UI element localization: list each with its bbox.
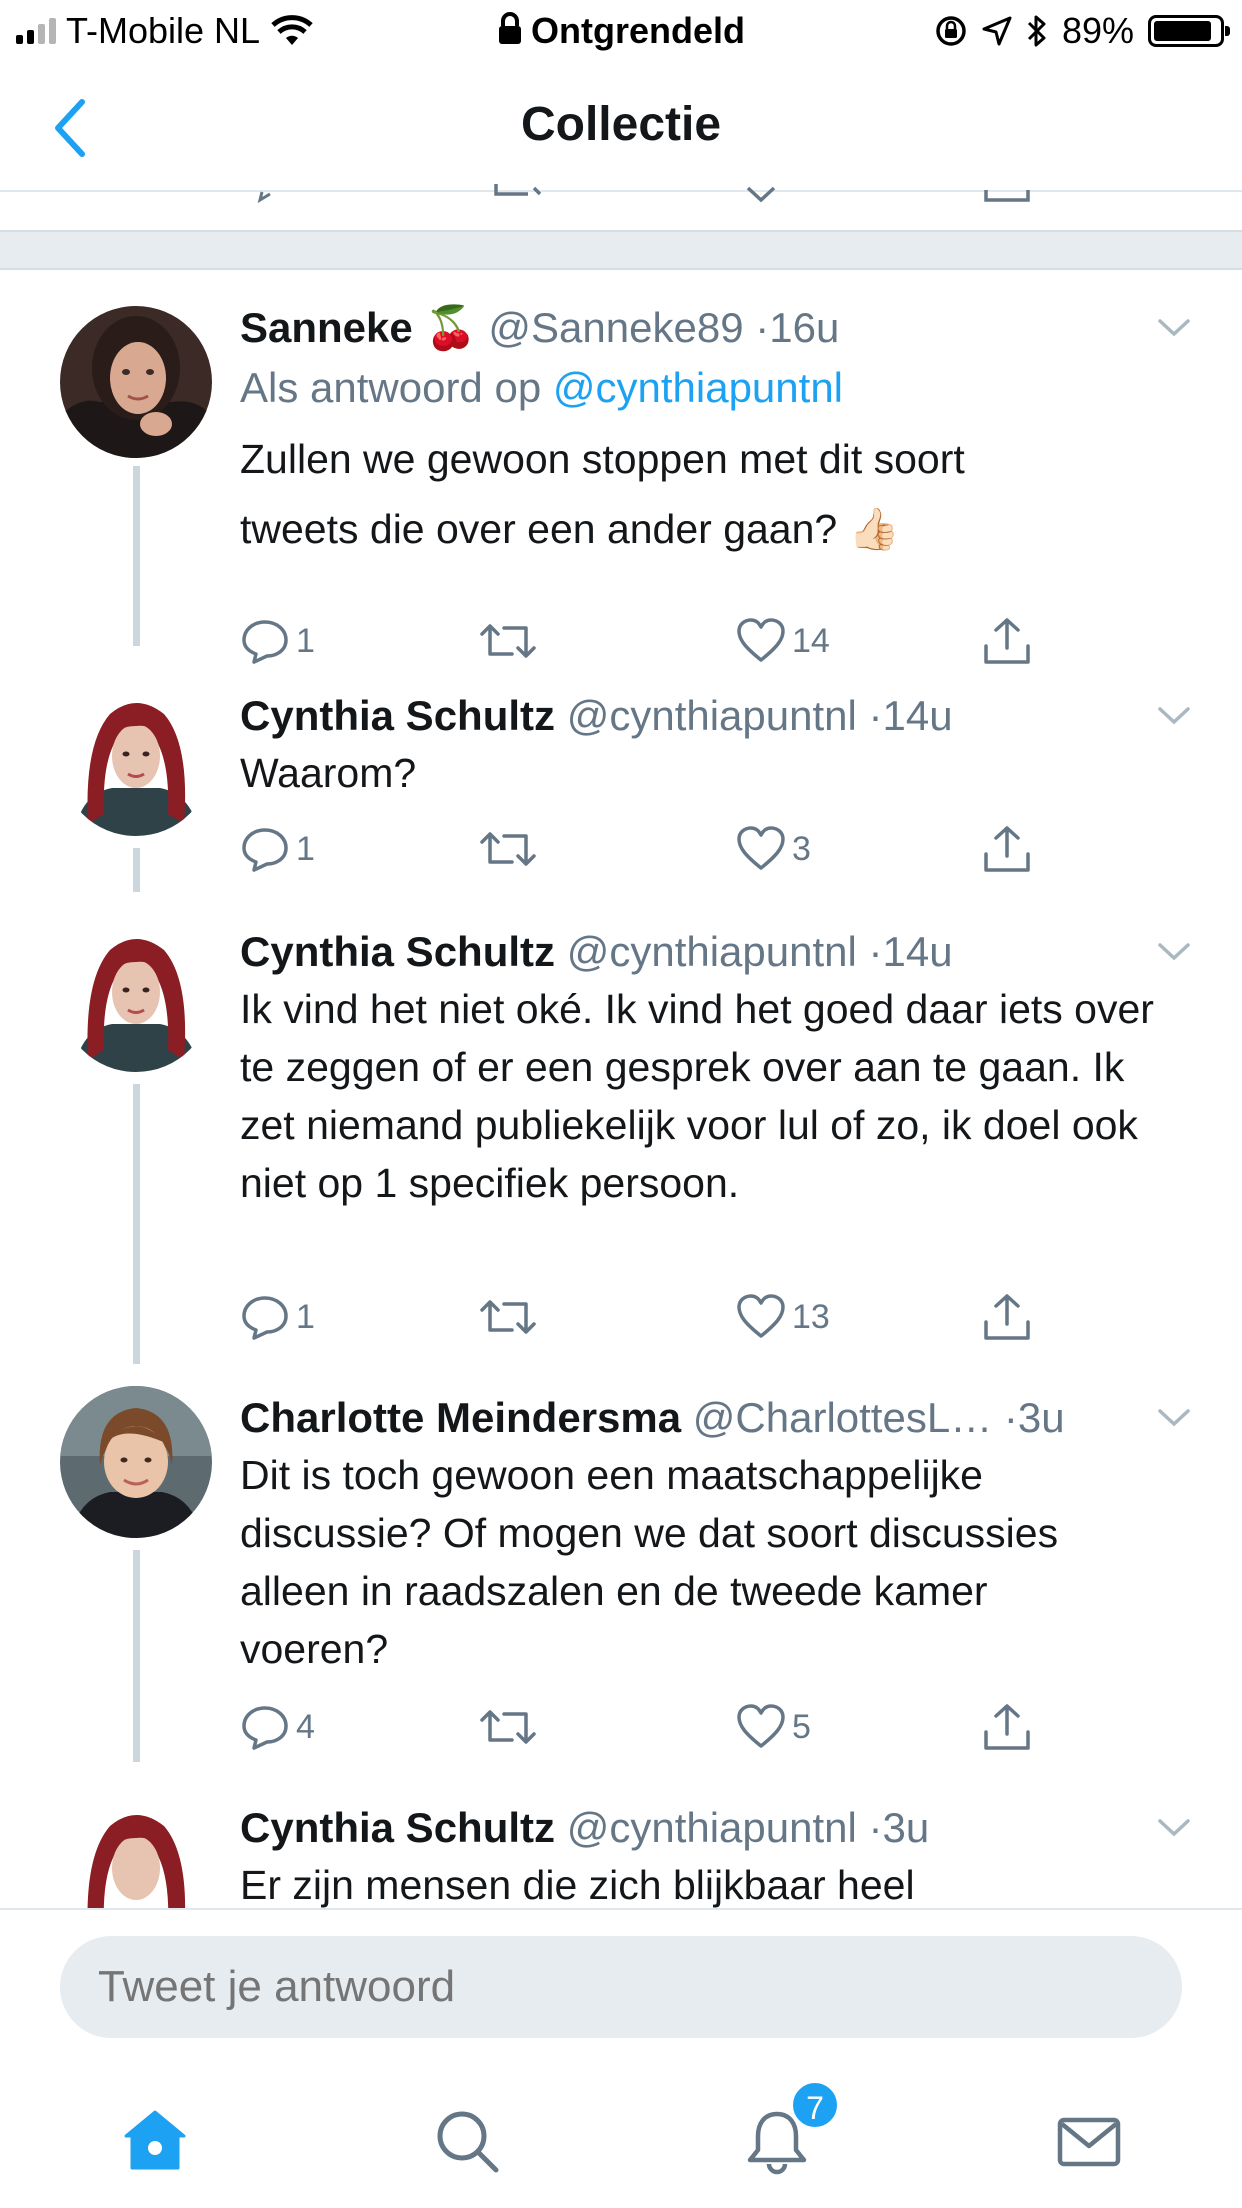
tweet-actions [240, 824, 1060, 884]
bluetooth-icon [1026, 13, 1048, 49]
heart-icon [736, 824, 786, 874]
conversation-feed[interactable] [0, 270, 1242, 1910]
reply-button[interactable] [240, 1702, 315, 1752]
reply-bar [0, 1908, 1242, 2028]
avatar[interactable] [60, 1386, 212, 1538]
chevron-down-icon[interactable] [1156, 312, 1192, 342]
reply-prefix: Als antwoord op [240, 364, 542, 411]
author-name[interactable]: Sanneke [240, 304, 413, 351]
reply-icon [240, 1702, 290, 1752]
share-button[interactable] [982, 616, 1032, 666]
author-handle[interactable]: @CharlottesL… [692, 1394, 993, 1441]
status-bar [0, 0, 1242, 62]
like-count: 13 [792, 1297, 830, 1336]
thread-line [133, 1550, 140, 1762]
author-handle[interactable]: @cynthiapuntnl [566, 928, 857, 975]
like-button[interactable] [736, 824, 811, 874]
reply-button[interactable] [240, 616, 315, 666]
tweet-actions [240, 1702, 1060, 1762]
author-name[interactable]: Cynthia Schultz [240, 1804, 556, 1851]
dot-separator: · [755, 304, 770, 351]
like-button[interactable] [736, 616, 830, 666]
thread-line [133, 1084, 140, 1364]
page-title: Collectie [520, 98, 722, 151]
nav-bar [0, 62, 1242, 192]
reply-count: 4 [296, 1707, 315, 1746]
like-button[interactable] [736, 1292, 830, 1342]
reply-icon[interactable] [250, 178, 300, 204]
tweet-header [240, 300, 1182, 356]
tweet-header [240, 688, 1182, 744]
tweet-header [240, 1390, 1182, 1446]
avatar[interactable] [60, 920, 212, 1072]
share-icon [982, 1292, 1032, 1342]
thread-line [133, 466, 140, 646]
dot-separator: · [868, 928, 883, 975]
heart-icon [736, 1292, 786, 1342]
retweet-icon [478, 1292, 538, 1342]
retweet-icon [478, 616, 538, 666]
share-icon[interactable] [982, 178, 1032, 204]
share-button[interactable] [982, 1702, 1032, 1752]
retweet-button[interactable] [478, 616, 544, 666]
retweet-button[interactable] [478, 1292, 544, 1342]
tweet-time: 14u [882, 692, 953, 739]
tweet-text: Dit is toch gewoon een maatschappelijke discussie? Of mogen we dat soort discussies alleen in raadszalen en de tweede kamer voeren? [240, 1452, 1059, 1672]
cherry-emoji: 🍒 [424, 304, 477, 351]
tweet-time: 16u [769, 304, 840, 351]
like-button[interactable] [736, 1702, 811, 1752]
tweet-text: Ik vind het niet oké. Ik vind het goed daar iets over te zeggen of er een gesprek over aan te gaan. Ik zet niemand publiekelijk voor lul of zo, ik doel ook niet op 1 specifiek persoon. [240, 986, 1154, 1206]
chevron-down-icon[interactable] [1156, 936, 1192, 966]
share-button[interactable] [982, 824, 1032, 874]
reply-input[interactable] [60, 1936, 1182, 2038]
reply-icon [240, 824, 290, 874]
home-icon[interactable] [120, 2106, 190, 2176]
share-icon [982, 1702, 1032, 1752]
rotation-lock-icon [934, 14, 968, 48]
tweet-body [240, 924, 1182, 1212]
dot-separator: · [868, 692, 883, 739]
battery-percent: 89% [1061, 10, 1134, 51]
dot-separator: · [868, 1804, 883, 1851]
reply-context [240, 356, 1182, 420]
reply-icon [240, 1292, 290, 1342]
author-name[interactable]: Cynthia Schultz [240, 928, 556, 975]
avatar[interactable] [60, 306, 212, 458]
author-name[interactable]: Cynthia Schultz [240, 692, 556, 739]
like-count: 5 [792, 1707, 811, 1746]
tweet-actions [240, 616, 1060, 676]
previous-tweet-actions [0, 178, 1242, 204]
messages-icon[interactable] [1054, 2106, 1124, 2176]
dot-separator: · [1003, 1394, 1018, 1441]
reply-icon [240, 616, 290, 666]
like-count: 14 [792, 621, 830, 660]
search-icon[interactable] [432, 2106, 502, 2176]
chevron-down-icon[interactable] [1156, 700, 1192, 730]
lock-status-label: Ontgrendeld [531, 10, 745, 51]
heart-icon [736, 1702, 786, 1752]
like-count: 3 [792, 829, 811, 868]
tweet-body [240, 1800, 1182, 1910]
lock-icon [497, 12, 523, 46]
tweet-time: 3u [1017, 1394, 1065, 1441]
retweet-icon[interactable] [488, 178, 548, 204]
tweet-text: Waarom? [240, 750, 417, 796]
tweet-body [240, 300, 1182, 564]
battery-icon [1148, 15, 1224, 47]
tweet-time: 14u [882, 928, 953, 975]
retweet-button[interactable] [478, 824, 544, 874]
notifications-badge: 7 [790, 2080, 840, 2130]
retweet-button[interactable] [478, 1702, 544, 1752]
reply-count: 1 [296, 829, 315, 868]
avatar[interactable] [60, 1796, 212, 1910]
chevron-down-icon[interactable] [1156, 1812, 1192, 1842]
tweet-actions [240, 1292, 1060, 1352]
share-button[interactable] [982, 1292, 1032, 1342]
battery-level [1154, 21, 1211, 41]
tweet-text: Er zijn mensen die zich blijkbaar heel [240, 1862, 915, 1908]
author-handle[interactable]: @cynthiapuntnl [566, 692, 857, 739]
tab-bar [0, 2060, 1242, 2208]
tweet-body [240, 688, 1182, 802]
reply-button[interactable] [240, 1292, 315, 1342]
share-icon [982, 824, 1032, 874]
tweet-header [240, 924, 1182, 980]
reply-to-link[interactable]: @cynthiapuntnl [552, 364, 844, 411]
heart-icon [736, 616, 786, 666]
share-icon [982, 616, 1032, 666]
reply-count: 1 [296, 621, 315, 660]
chevron-down-icon[interactable] [1156, 1402, 1192, 1432]
tweet-text: Zullen we gewoon stoppen met dit soort tweets die over een ander gaan? 👍🏻 [240, 436, 965, 552]
avatar[interactable] [60, 684, 212, 836]
tweet-header [240, 1800, 1182, 1856]
retweet-icon [478, 824, 538, 874]
tweet-time: 3u [882, 1804, 930, 1851]
status-right [934, 10, 1224, 52]
carrier-label: T-Mobile NL [66, 10, 261, 51]
thread-line [133, 848, 140, 892]
tweet-body [240, 1390, 1182, 1678]
reply-button[interactable] [240, 824, 315, 874]
like-icon[interactable] [736, 178, 786, 204]
retweet-icon [478, 1702, 538, 1752]
author-handle[interactable]: @cynthiapuntnl [566, 1804, 857, 1851]
section-divider [0, 230, 1242, 270]
author-handle[interactable]: @Sanneke89 [488, 304, 744, 351]
author-name[interactable]: Charlotte Meindersma [240, 1394, 682, 1441]
reply-count: 1 [296, 1297, 315, 1336]
location-icon [982, 16, 1012, 46]
